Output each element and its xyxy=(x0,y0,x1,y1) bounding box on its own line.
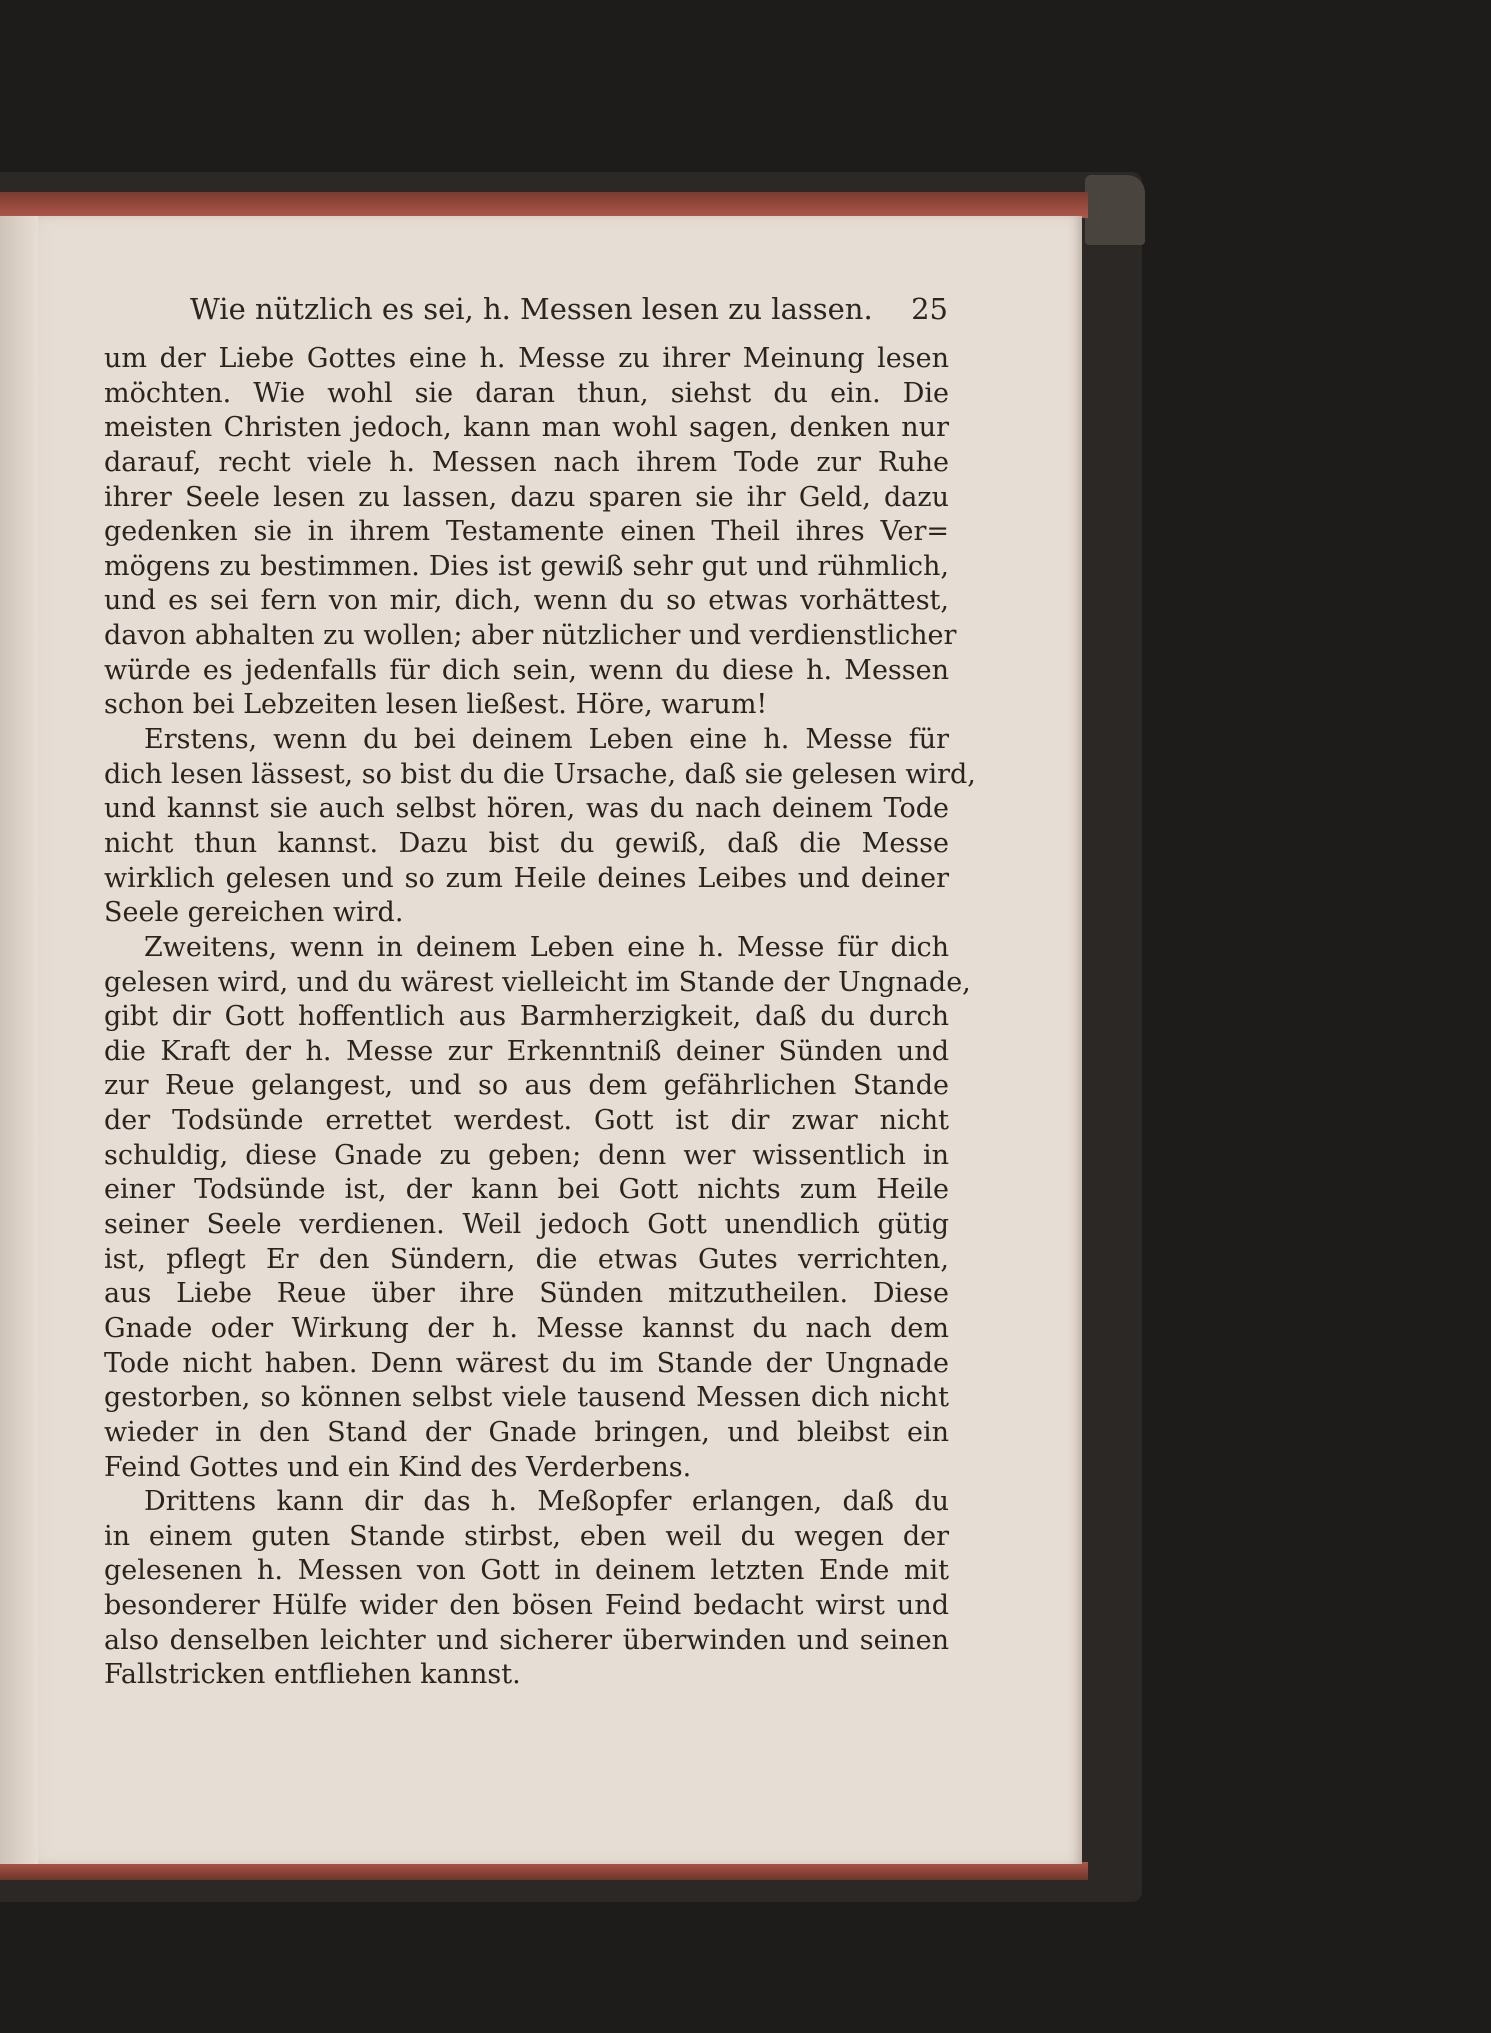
running-title: Wie nützlich es sei, h. Messen lesen zu lassen. xyxy=(190,292,873,326)
text-line: dich lesen lässest, so bist du die Ursache, daß sie gelesen wird, xyxy=(104,758,976,790)
text-line: würde es jedenfalls für dich sein, wenn du diese h. Messen xyxy=(104,654,949,686)
text-line: und es sei fern von mir, dich, wenn du so etwas vorhättest, xyxy=(104,585,949,617)
text-line: gestorben, so können selbst viele tausend Messen dich nicht xyxy=(104,1382,949,1414)
text-line: wirklich gelesen und so zum Heile deines Leibes und deiner xyxy=(104,862,949,894)
page-edge-bottom xyxy=(0,1862,1088,1880)
text-line: in einem guten Stande stirbst, eben weil du wegen der xyxy=(104,1520,949,1552)
text-line: Feind Gottes und ein Kind des Verderbens. xyxy=(104,1451,692,1483)
page-number: 25 xyxy=(911,292,948,326)
text-line: und kannst sie auch selbst hören, was du nach deinem Tode xyxy=(104,793,949,825)
text-line: zur Reue gelangest, und so aus dem gefährlichen Stande xyxy=(104,1070,949,1102)
text-line: besonderer Hülfe wider den bösen Feind bedacht wirst und xyxy=(104,1590,949,1622)
text-line: gedenken sie in ihrem Testamente einen Theil ihres Ver= xyxy=(104,516,949,548)
text-line: einer Todsünde ist, der kann bei Gott nichts zum Heile xyxy=(104,1174,949,1206)
cover-corner xyxy=(1085,175,1145,245)
text-line: ist, pflegt Er den Sündern, die etwas Gutes verrichten, xyxy=(104,1243,949,1275)
text-line: der Todsünde errettet werdest. Gott ist dir zwar nicht xyxy=(104,1105,949,1137)
text-line: davon abhalten zu wollen; aber nützlicher und verdienstlicher xyxy=(104,620,957,652)
text-line: schon bei Lebzeiten lesen ließest. Höre, warum! xyxy=(104,689,768,721)
text-line: aus Liebe Reue über ihre Sünden mitzutheilen. Diese xyxy=(104,1278,949,1310)
text-line: nicht thun kannst. Dazu bist du gewiß, daß die Messe xyxy=(104,827,949,859)
text-line: mögens zu bestimmen. Dies ist gewiß sehr gut und rühmlich, xyxy=(104,550,949,582)
text-line: Zweitens, wenn in deinem Leben eine h. Messe für dich xyxy=(144,931,949,963)
text-line: darauf, recht viele h. Messen nach ihrem Tode zur Ruhe xyxy=(104,446,949,478)
text-line: um der Liebe Gottes eine h. Messe zu ihrer Meinung lesen xyxy=(104,343,949,374)
text-line: meisten Christen jedoch, kann man wohl sagen, denken nur xyxy=(104,412,949,444)
text-line: schuldig, diese Gnade zu geben; denn wer wissentlich in xyxy=(104,1139,949,1171)
text-line: seiner Seele verdienen. Weil jedoch Gott unendlich gütig xyxy=(104,1209,949,1241)
page-gutter xyxy=(0,216,38,1864)
text-line: also denselben leichter und sicherer überwinden und seinen xyxy=(104,1624,949,1656)
text-line: wieder in den Stand der Gnade bringen, und bleibst ein xyxy=(104,1416,949,1448)
text-line: Fallstricken entfliehen kannst. xyxy=(104,1659,521,1691)
text-line: die Kraft der h. Messe zur Erkenntniß deiner Sünden und xyxy=(104,1035,949,1067)
text-line: gibt dir Gott hoffentlich aus Barmherzigkeit, daß du durch xyxy=(104,1001,949,1033)
page-edge-top xyxy=(0,192,1088,218)
text-line: Erstens, wenn du bei deinem Leben eine h. Messe für xyxy=(144,724,949,756)
text-line: gelesen wird, und du wärest vielleicht im Stande der Ungnade, xyxy=(104,966,971,998)
text-line: Gnade oder Wirkung der h. Messe kannst du nach dem xyxy=(104,1312,949,1344)
text-line: Tode nicht haben. Denn wärest du im Stande der Ungnade xyxy=(104,1347,949,1379)
text-line: Drittens kann dir das h. Meßopfer erlangen, daß du xyxy=(144,1486,949,1518)
body-text xyxy=(104,342,976,1693)
text-line: ihrer Seele lesen zu lassen, dazu sparen sie ihr Geld, dazu xyxy=(104,481,949,513)
text-line: Seele gereichen wird. xyxy=(104,897,404,929)
running-head xyxy=(106,292,948,332)
text-line: gelesenen h. Messen von Gott in deinem letzten Ende mit xyxy=(104,1555,949,1587)
text-line: möchten. Wie wohl sie daran thun, siehst du ein. Die xyxy=(104,377,949,409)
